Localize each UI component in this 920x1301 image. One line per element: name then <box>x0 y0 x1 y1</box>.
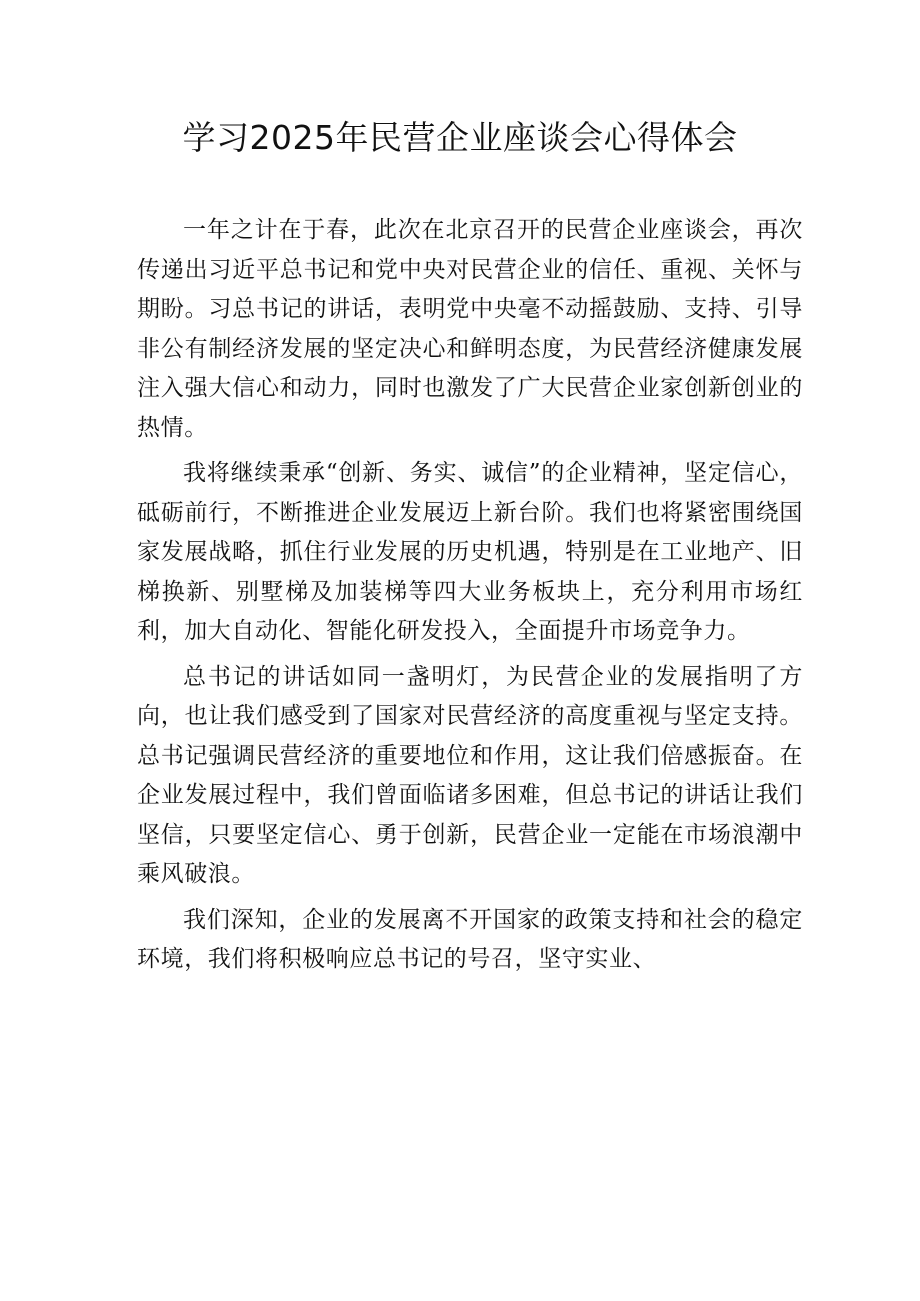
paragraph-2: 我将继续秉承“创新、务实、诚信”的企业精神，坚定信心，砥砺前行，不断推进企业发展迈上新台阶。我们也将紧密围绕国家发展战略，抓住行业发展的历史机遇，特别是在工业地产、旧梯换新、别墅梯及加装梯等四大业务板块上，充分利用市场红利，加大自动化、智能化研发投入，全面提升市场竞争力。 <box>137 460 803 644</box>
paragraph-3: 总书记的讲话如同一盏明灯，为民营企业的发展指明了方向，也让我们感受到了国家对民营经济的高度重视与坚定支持。总书记强调民营经济的重要地位和作用，这让我们倍感振奋。在企业发展过程中，我们曾面临诸多困难，但总书记的讲话让我们坚信，只要坚定信心、勇于创新，民营企业一定能在市场浪潮中乘风破浪。 <box>137 663 803 887</box>
document-title: 学习2025年民营企业座谈会心得体会 <box>182 118 738 157</box>
paragraph-4: 我们深知，企业的发展离不开国家的政策支持和社会的稳定环境，我们将积极响应总书记的号召，坚守实业、 <box>137 906 803 972</box>
document-body <box>137 211 803 986</box>
paragraph-1: 一年之计在于春，此次在北京召开的民营企业座谈会，再次传递出习近平总书记和党中央对民营企业的信任、重视、关怀与期盼。习总书记的讲话，表明党中央毫不动摇鼓励、支持、引导非公有制经济发展的坚定决心和鲜明态度，为民营经济健康发展注入强大信心和动力，同时也激发了广大民营企业家创新创业的热情。 <box>137 217 803 441</box>
